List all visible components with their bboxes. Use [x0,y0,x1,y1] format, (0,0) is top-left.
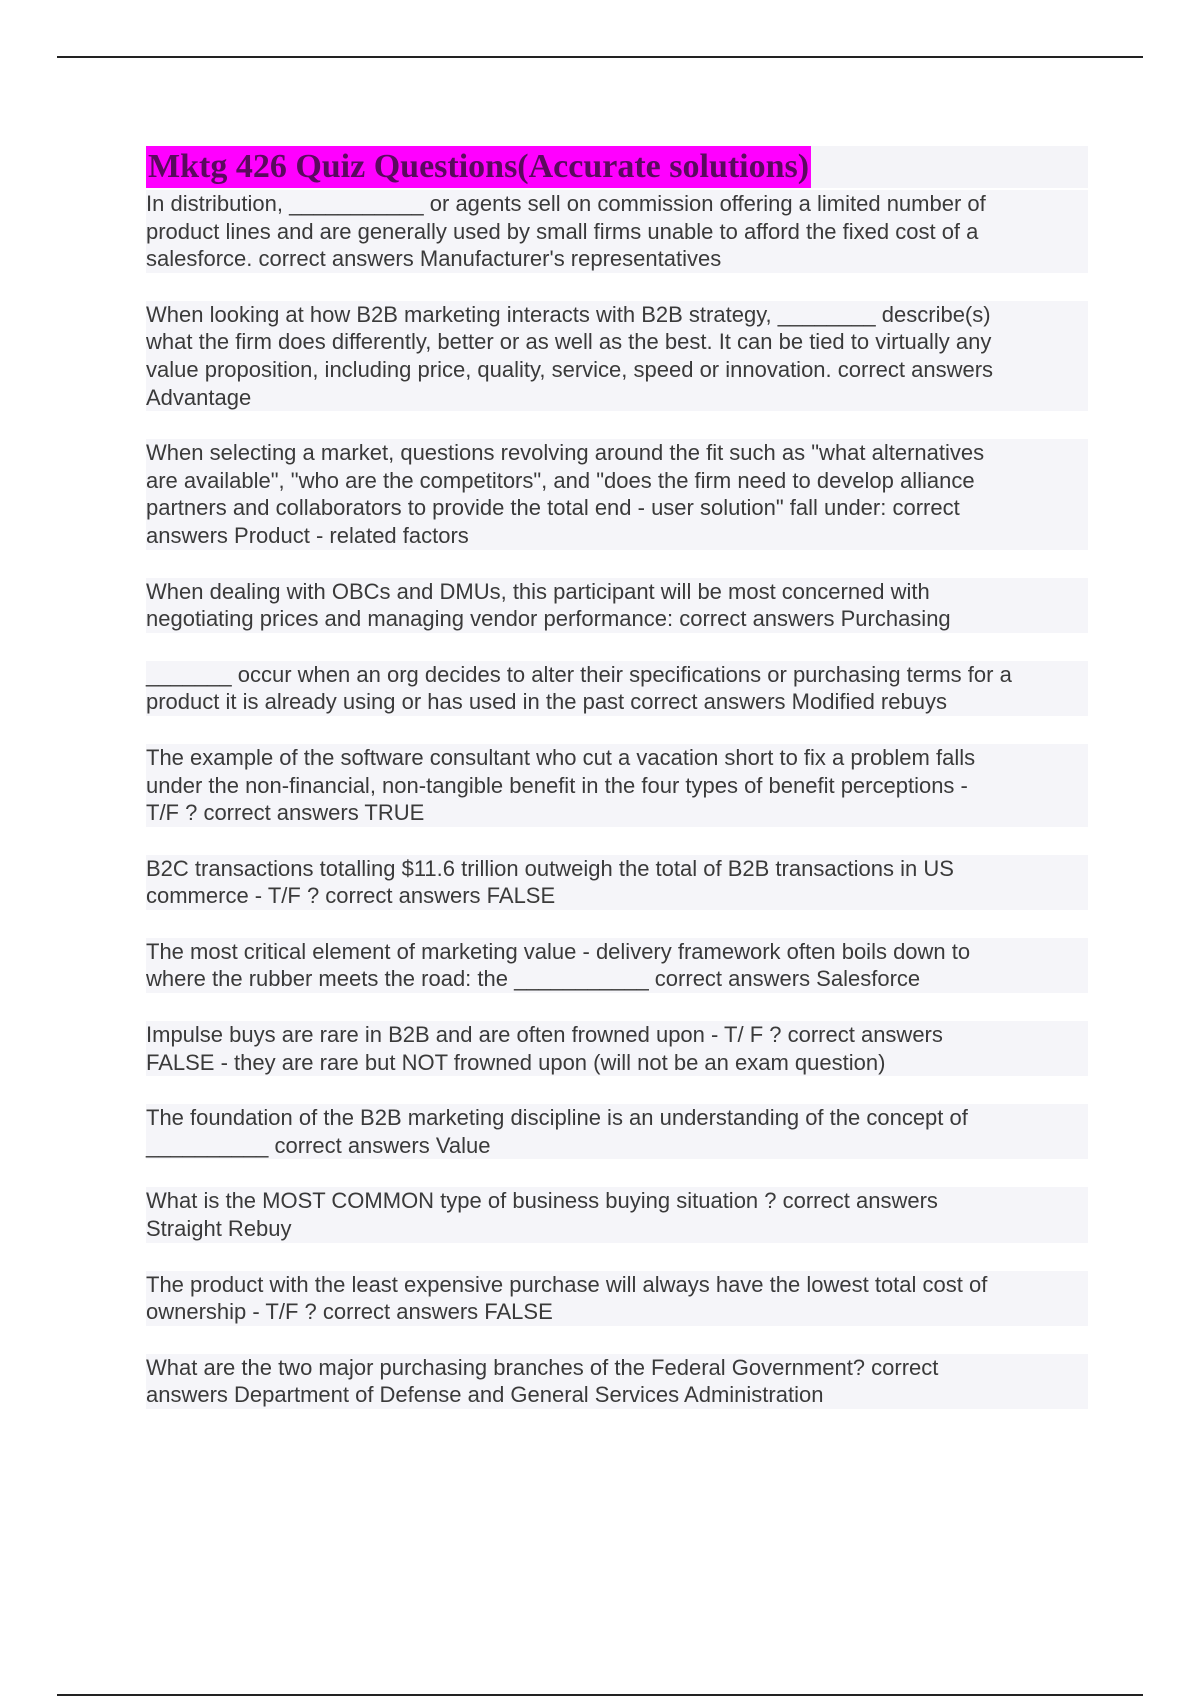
qa-line: ownership - T/F ? correct answers FALSE [146,1298,1088,1326]
qa-line: product lines and are generally used by small firms unable to afford the fixed cost of a [146,218,1088,246]
qa-item [146,1187,1088,1242]
document-body [146,146,1088,1437]
qa-line: product it is already using or has used in the past correct answers Modified rebuys [146,688,1088,716]
qa-item [146,1354,1088,1409]
qa-line: partners and collaborators to provide the total end - user solution" fall under: correct [146,494,1088,522]
qa-line: What are the two major purchasing branches of the Federal Government? correct [146,1354,1088,1382]
qa-item [146,1021,1088,1076]
qa-line: B2C transactions totalling $11.6 trillion outweigh the total of B2B transactions in US [146,855,1088,883]
qa-line: under the non-financial, non-tangible benefit in the four types of benefit perceptions - [146,772,1088,800]
document-title: Mktg 426 Quiz Questions(Accurate solutions) [146,146,811,188]
qa-line: The product with the least expensive purchase will always have the lowest total cost of [146,1271,1088,1299]
qa-line: are available", "who are the competitors", and "does the firm need to develop alliance [146,467,1088,495]
qa-line: When dealing with OBCs and DMUs, this participant will be most concerned with [146,578,1088,606]
qa-line: negotiating prices and managing vendor performance: correct answers Purchasing [146,605,1088,633]
qa-line: __________ correct answers Value [146,1132,1088,1160]
qa-line: salesforce. correct answers Manufacturer's representatives [146,245,1088,273]
qa-item [146,439,1088,549]
qa-line: Advantage [146,384,1088,412]
qa-line: _______ occur when an org decides to alter their specifications or purchasing terms for a [146,661,1088,689]
bottom-rule [57,1694,1143,1696]
qa-line: The example of the software consultant who cut a vacation short to fix a problem falls [146,744,1088,772]
qa-item [146,661,1088,716]
qa-item [146,855,1088,910]
qa-item [146,190,1088,273]
qa-item [146,1271,1088,1326]
qa-line: When selecting a market, questions revolving around the fit such as "what alternatives [146,439,1088,467]
qa-item [146,1104,1088,1159]
qa-item [146,744,1088,827]
qa-line: In distribution, ___________ or agents sell on commission offering a limited number of [146,190,1088,218]
qa-list [146,190,1088,1409]
qa-item [146,938,1088,993]
qa-line: where the rubber meets the road: the ___________ correct answers Salesforce [146,965,1088,993]
qa-line: FALSE - they are rare but NOT frowned upon (will not be an exam question) [146,1049,1088,1077]
qa-line: commerce - T/F ? correct answers FALSE [146,882,1088,910]
qa-line: What is the MOST COMMON type of business buying situation ? correct answers [146,1187,1088,1215]
qa-line: what the firm does differently, better or as well as the best. It can be tied to virtually any [146,328,1088,356]
qa-line: Impulse buys are rare in B2B and are often frowned upon - T/ F ? correct answers [146,1021,1088,1049]
qa-line: Straight Rebuy [146,1215,1088,1243]
qa-item [146,578,1088,633]
qa-line: T/F ? correct answers TRUE [146,799,1088,827]
qa-line: value proposition, including price, quality, service, speed or innovation. correct answers [146,356,1088,384]
qa-line: When looking at how B2B marketing interacts with B2B strategy, ________ describe(s) [146,301,1088,329]
qa-line: The foundation of the B2B marketing discipline is an understanding of the concept of [146,1104,1088,1132]
qa-item [146,301,1088,411]
qa-line: answers Department of Defense and General Services Administration [146,1381,1088,1409]
top-rule [57,56,1143,58]
qa-line: answers Product - related factors [146,522,1088,550]
title-bar [146,146,1088,188]
qa-line: The most critical element of marketing value - delivery framework often boils down to [146,938,1088,966]
